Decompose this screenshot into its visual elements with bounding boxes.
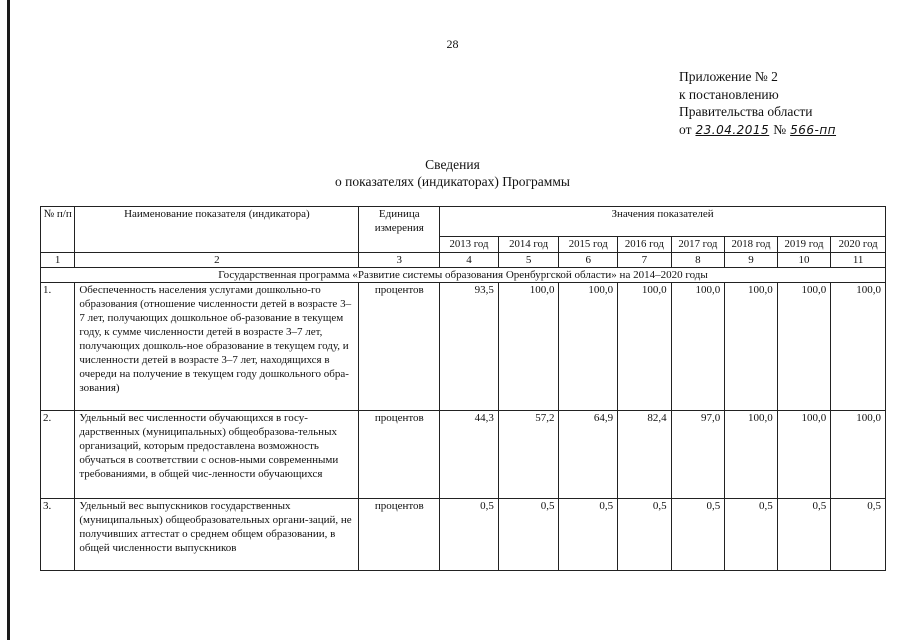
left-binding-rule [7, 0, 10, 640]
year-header: 2016 год [618, 237, 672, 253]
unit-cell: процентов [359, 283, 440, 411]
appendix-line-government: Правительства области [679, 104, 813, 119]
value-cell: 100,0 [671, 283, 725, 411]
value-cell: 0,5 [671, 499, 725, 571]
value-cell: 44,3 [440, 411, 499, 499]
header-unit: Единица измерения [359, 207, 440, 253]
value-cell: 100,0 [618, 283, 672, 411]
row-number: 2. [41, 411, 75, 499]
appendix-date-number-line [679, 121, 836, 140]
col-number: 5 [498, 253, 559, 268]
appendix-title: Приложение № 2 [679, 69, 778, 84]
value-cell: 0,5 [498, 499, 559, 571]
col-number: 11 [831, 253, 886, 268]
year-header: 2020 год [831, 237, 886, 253]
value-cell: 0,5 [725, 499, 778, 571]
document-title [0, 156, 905, 190]
value-cell: 0,5 [777, 499, 831, 571]
table-row [41, 411, 886, 499]
appendix-line-resolution: к постановлению [679, 86, 779, 102]
value-cell: 64,9 [559, 411, 618, 499]
value-cell: 0,5 [559, 499, 618, 571]
number-label: № [773, 121, 787, 137]
header-row-1 [41, 207, 886, 237]
table-row [41, 499, 886, 571]
section-title: Государственная программа «Развитие системы образования Оренбургской области» на 2014–2020 годы [41, 268, 886, 283]
year-header: 2013 год [440, 237, 499, 253]
from-label: от [679, 121, 692, 137]
value-cell: 100,0 [831, 411, 886, 499]
handwritten-number: 566-пп [790, 122, 837, 137]
year-header: 2019 год [777, 237, 831, 253]
value-cell: 93,5 [440, 283, 499, 411]
col-number: 9 [725, 253, 778, 268]
header-name: Наименование показателя (индикатора) [75, 207, 359, 253]
col-number: 1 [41, 253, 75, 268]
row-number: 1. [41, 283, 75, 411]
section-row [41, 268, 886, 283]
title-line-2: о показателях (индикаторах) Программы [335, 174, 570, 189]
value-cell: 100,0 [725, 283, 778, 411]
col-number: 3 [359, 253, 440, 268]
value-cell: 0,5 [618, 499, 672, 571]
value-cell: 0,5 [440, 499, 499, 571]
indicator-name: Удельный вес численности обучающихся в госу-дарственных (муниципальных) общеобразова-тельных организаций, которым предоставлена возможность обучаться в соответствии с основ-ными современными требованиями, в общей чис-ленности обучающихся [75, 411, 359, 499]
appendix-block [679, 68, 836, 139]
value-cell: 100,0 [777, 283, 831, 411]
value-cell: 0,5 [831, 499, 886, 571]
year-header: 2018 год [725, 237, 778, 253]
value-cell: 57,2 [498, 411, 559, 499]
year-header: 2015 год [559, 237, 618, 253]
handwritten-date: 23.04.2015 [695, 122, 770, 137]
row-number: 3. [41, 499, 75, 571]
year-header: 2014 год [498, 237, 559, 253]
header-values: Значения показателей [440, 207, 886, 237]
col-number: 4 [440, 253, 499, 268]
unit-cell: процентов [359, 499, 440, 571]
value-cell: 82,4 [618, 411, 672, 499]
page-number: 28 [446, 37, 459, 51]
value-cell: 100,0 [559, 283, 618, 411]
col-number: 10 [777, 253, 831, 268]
header-num: № п/п [41, 207, 75, 253]
indicator-name: Обеспеченность населения услугами дошкольно-го образования (отношение численности детей в возрасте 3–7 лет, получающих дошкольное об-разование в текущем году, к сумме численности детей в возрасте 3–7 лет, получающих дошколь-ное образование в текущем году, и численности детей в возрасте 3–7 лет, находящихся в очереди на получение в текущем году дошкольного обра-зования) [75, 283, 359, 411]
unit-cell: процентов [359, 411, 440, 499]
indicators-table [40, 206, 886, 571]
value-cell: 100,0 [498, 283, 559, 411]
value-cell: 100,0 [777, 411, 831, 499]
col-number: 7 [618, 253, 672, 268]
column-numbers-row [41, 253, 886, 268]
table-row [41, 283, 886, 411]
col-number: 8 [671, 253, 725, 268]
indicator-name: Удельный вес выпускников государственных (муниципальных) общеобразовательных органи-заций, не получивших аттестат о среднем общем образовании, в общей численности выпускников [75, 499, 359, 571]
value-cell: 100,0 [725, 411, 778, 499]
year-header: 2017 год [671, 237, 725, 253]
col-number: 6 [559, 253, 618, 268]
col-number: 2 [75, 253, 359, 268]
value-cell: 100,0 [831, 283, 886, 411]
value-cell: 97,0 [671, 411, 725, 499]
title-line-1: Сведения [425, 157, 480, 172]
